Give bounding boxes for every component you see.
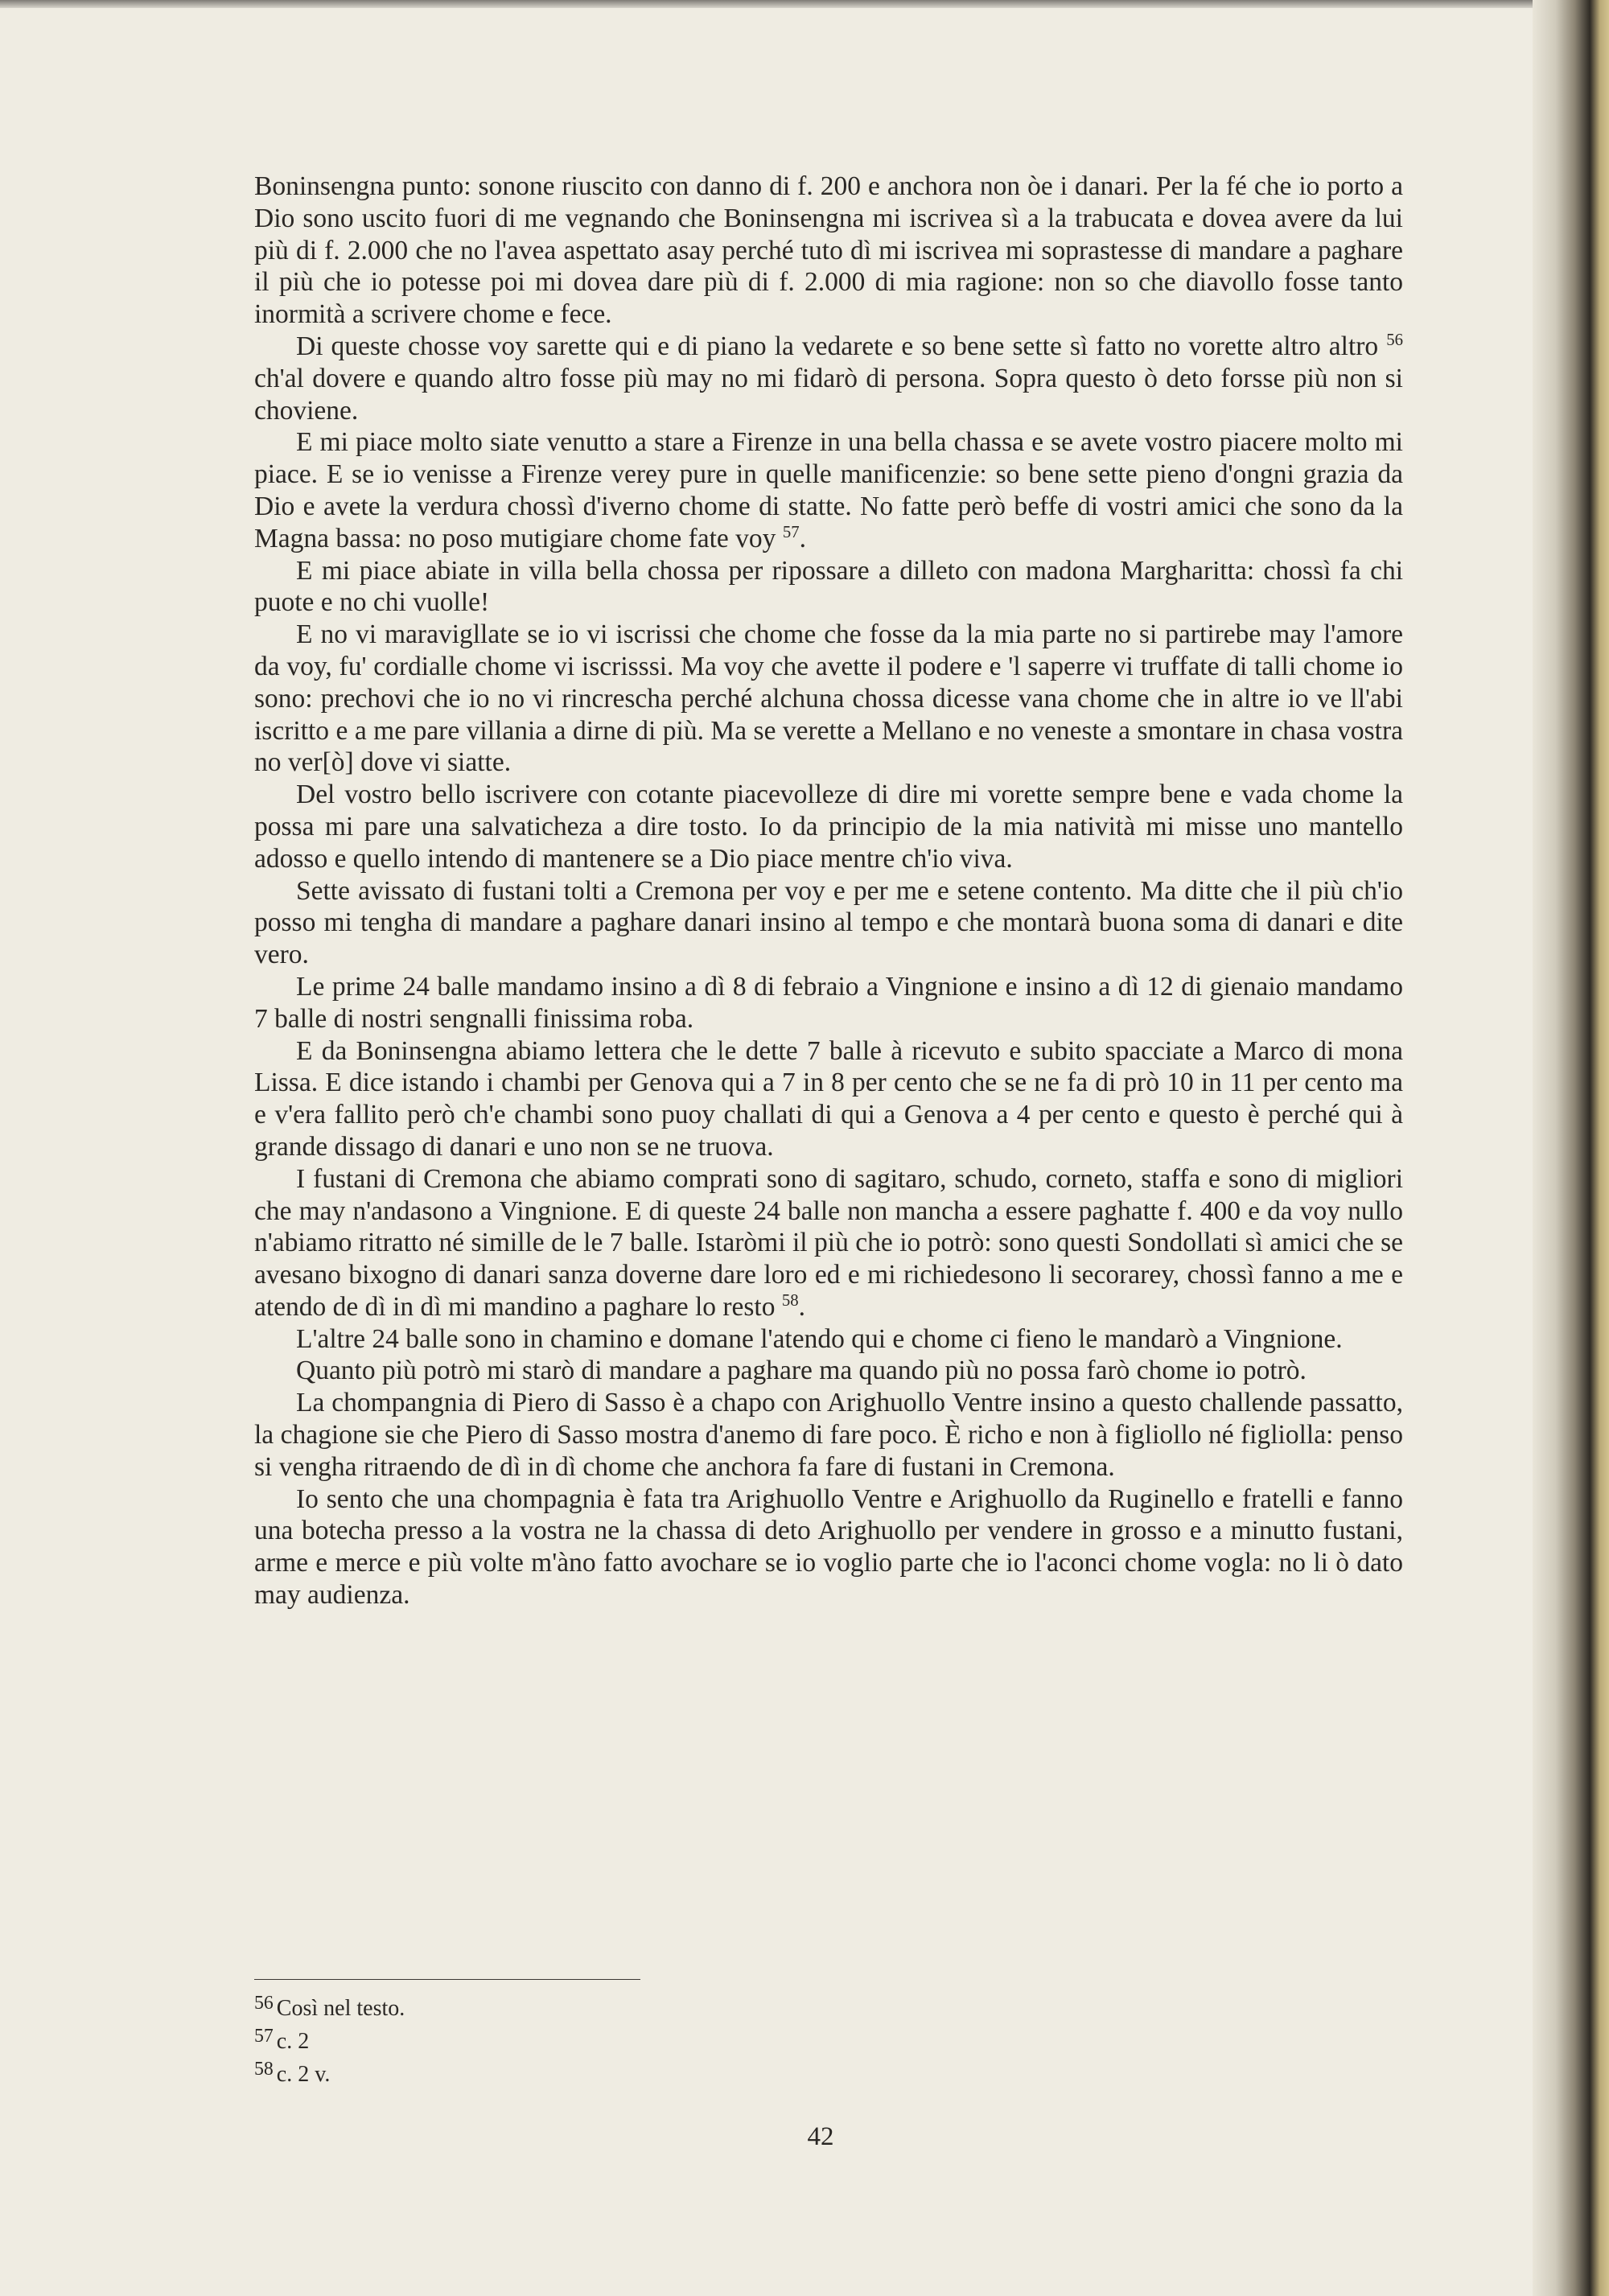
footnote-text: c. 2 v. [276,2062,331,2087]
body-text [254,171,1403,1611]
paragraph [254,426,1403,554]
paragraph [254,1323,1403,1356]
paragraph [254,331,1403,426]
footnote [254,2058,405,2091]
paragraph-text: La chompangnia di Piero di Sasso è a chapo con Arighuollo Ventre insino a questo challende passatto, la chagione sie che Piero di Sasso mostra d'anemo di fare poco. È richo e non à figliollo né figliolla: penso si vengha ritraendo de dì in dì chome che anchora fa fare di fustani in Cremona. [254,1388,1403,1482]
paragraph-text: Sette avissato di fustani tolti a Cremona per voy e per me e setene contento. Ma ditte che il più ch'io posso mi tengha di mandare a paghare danari insino al tempo e che montarà buona soma di danari e dite vero. [254,875,1403,970]
paragraph [254,171,1403,331]
footnotes [254,1992,405,2091]
paragraph-text: E da Boninsengna abiamo lettera che le dette 7 balle à ricevuto e subito spacciate a Marco di mona Lissa. E dice istando i chambi per Genova qui a 7 in 8 per cento che se ne fa di prò 10 in 11 per cento ma e v'era fallito però ch'e chambi sono puoy challati di qui a Genova a 4 per cento e questo è perché qui à grande dissago di danari e uno non se ne truova. [254,1035,1403,1162]
paragraph-text: Di queste chosse voy sarette qui e di piano la vedarete e so bene sette sì fatto no vorette altro altro [296,331,1387,361]
paragraph-text: Le prime 24 balle mandamo insino a dì 8 di febraio a Vingnione e insino a dì 12 di gienaio mandamo 7 balle di nostri sengnalli finissima roba. [254,971,1403,1034]
paragraph-text: . [798,1291,806,1322]
paragraph-text: E mi piace abiate in villa bella chossa per ripossare a dilleto con madona Margharitta: chossì fa chi puote e no chi vuolle! [254,555,1403,618]
paragraph [254,555,1403,619]
footnote-number: 58 [254,2058,274,2080]
page-top-edge [0,0,1575,8]
paragraph-text: E mi piace molto siate venutto a stare a Firenze in una bella chassa e se avete vostro piacere molto mi piace. E se io venisse a Firenze verey pure in quelle manificenzie: so bene sette pieno d'ongni grazia da Dio e avete la verdura chossì d'iverno chome di statte. No fatte però beffe di vostri amici che sono da la Magna bassa: no poso mutigiare chome fate voy [254,427,1403,553]
paragraph [254,971,1403,1035]
footnote [254,2025,405,2058]
paragraph-text: Io sento che una chompagnia è fata tra Arighuollo Ventre e Arighuollo da Ruginello e fratelli e fanno una botecha presso a la vostra ne la chassa di deto Arighuollo per vendere in grosso e a minutto fustani, arme e merce e più volte m'àno fatto avochare se io voglio parte che io l'aconci chome vogla: no li ò dato may audienza. [254,1483,1403,1611]
footnote-number: 57 [254,2025,274,2047]
footnote-text: c. 2 [276,2029,310,2054]
paragraph-text: E no vi maravigllate se io vi iscrissi che chome che fosse da la mia parte no si partirebe may l'amore da voy, fu' cordialle chome vi iscrisssi. Ma voy che avette il podere e 'l saperre vi truffate di talli chome io sono: prechovi che io no vi rincrescha perché alchuna chossa dicesse vana chome che in altre io ve ll'abi iscritto e a me pare villania a dirne di più. Ma se verette a Mellano e no veneste a smontare in chasa vostra no ver[ò] dove vi siatte. [254,619,1403,778]
paragraph-text: L'altre 24 balle sono in chamino e domane l'atendo qui e chome ci fieno le mandarò a Vingnione. [296,1323,1343,1354]
paragraph-text: . [799,523,806,553]
paragraph [254,1035,1403,1163]
paragraph-text: Boninsengna punto: sonone riuscito con danno di f. 200 e anchora non òe i danari. Per la fé che io porto a Dio sono uscito fuori di me vegnando che Boninsengna mi iscrivea sì a la trabucata e dovea avere da lui più di f. 2.000 che no l'avea aspettato asay perché tuto dì mi iscrivea mi soprastesse di mandare a paghare il più che io potesse poi mi dovea dare più di f. 2.000 di mia ragione: non so che diavollo fosse tanto inormità a scrivere chome e fece. [254,171,1403,330]
paragraph [254,1355,1403,1387]
footnote-ref: 56 [1386,330,1403,349]
footnote [254,1992,405,2025]
paragraph-text: ch'al dovere e quando altro fosse più may no mi fidarò di persona. Sopra questo ò deto forsse più non si choviene. [254,363,1403,426]
paragraph [254,1483,1403,1611]
book-spine [1533,0,1609,2296]
paragraph-text: Quanto più potrò mi starò di mandare a paghare ma quando più no possa farò chome io potrò. [296,1356,1307,1386]
paragraph [254,1387,1403,1483]
paragraph [254,779,1403,874]
footnote-ref: 58 [781,1290,799,1310]
paragraph-text: I fustani di Cremona che abiamo comprati sono di sagitaro, schudo, corneto, staffa e sono di migliori che may n'andasono a Vingnione. E di queste 24 balle non mancha a essere paghatte f. 400 e da voy nullo n'abiamo ritratto né simille de le 7 balle. Istaròmi il più che io potrò: sono questi Sondollati sì amici che se avesano bixogno di danari sanza doverne dare loro ed e mi richiedesono li secorarey, chossì fanno a me e atendo de dì in dì mi mandino a paghare lo resto [254,1163,1403,1322]
paragraph [254,1163,1403,1323]
footnote-text: Così nel testo. [276,1996,405,2021]
page-number: 42 [807,2122,834,2151]
paragraph [254,619,1403,779]
paragraph [254,875,1403,971]
footnote-rule [254,1979,640,1980]
footnote-ref: 57 [782,522,800,541]
paragraph-text: Del vostro bello iscrivere con cotante piacevolleze di dire mi vorette sempre bene e vada chome la possa mi pare una salvaticheza a dire tosto. Io da principio de la mia natività mi misse uno mantello adosso e quello intendo di mantenere se a Dio piace mentre ch'io viva. [254,780,1403,874]
footnote-number: 56 [254,1992,274,2014]
